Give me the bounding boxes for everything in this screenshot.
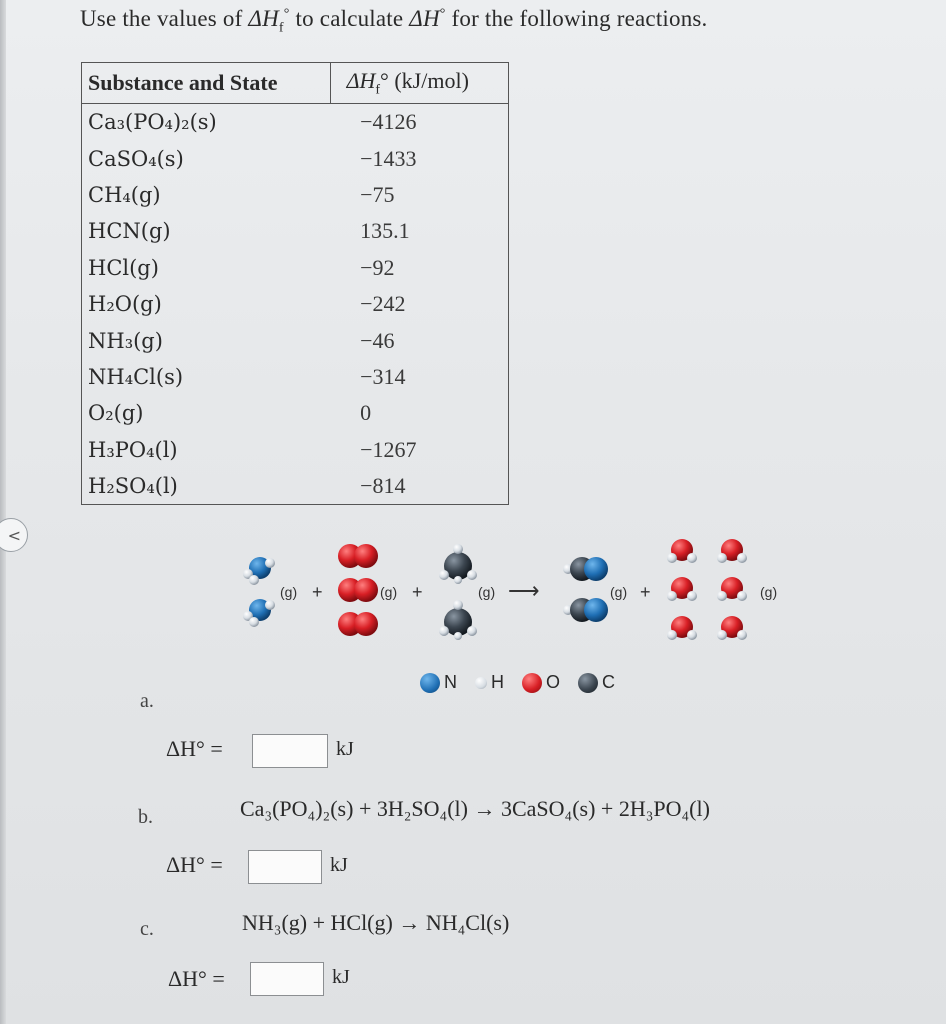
plus-sign-3: + (640, 582, 651, 602)
side-collapse-tab[interactable] (0, 518, 28, 552)
prompt-degree-2: ° (439, 6, 446, 22)
value-cell: −1267 (360, 436, 417, 462)
methane-molecule-2 (439, 600, 477, 640)
oxygen-atom-icon (522, 673, 542, 693)
state-label-4: (g) (610, 584, 628, 600)
value-cell: −4126 (360, 109, 417, 135)
table-row (82, 140, 509, 176)
table-row (82, 322, 509, 358)
legend-item-oxygen (522, 672, 560, 693)
table-row (82, 395, 509, 431)
col-header-enthalpy (330, 63, 508, 104)
oxygen-molecule-3 (338, 612, 378, 636)
legend-label: C (602, 672, 616, 692)
part-a-dh-label: ΔH° = (166, 736, 223, 761)
prompt-symbol: ΔH (409, 6, 440, 31)
legend-item-carbon (578, 672, 615, 693)
molecule-reaction-diagram (230, 538, 790, 644)
col-header-unit: ° (kJ/mol) (380, 67, 469, 93)
state-label-2: (g) (380, 584, 398, 600)
part-a-answer-input[interactable] (252, 734, 328, 768)
part-a-label: a. (140, 690, 154, 712)
table-row (82, 286, 509, 322)
part-b-equation: Ca₃(PO₄)₂(s) + 3H₂SO₄(l) → 3CaSO₄(s) + 2H₃PO₄(l) (240, 796, 710, 821)
prompt-suffix: for the following reactions. (445, 6, 708, 31)
substance-cell: CaSO₄(s) (88, 146, 184, 171)
nitrogen-atom-icon (420, 673, 440, 693)
prompt-prefix: Use the values of (80, 6, 249, 31)
value-cell: −242 (360, 291, 406, 317)
plus-sign-1: + (312, 582, 323, 602)
substance-cell: HCl(g) (88, 255, 159, 280)
col-header-sub: f (375, 82, 381, 98)
carbon-atom-icon (578, 673, 598, 693)
substance-cell: H₂O(g) (88, 292, 162, 317)
table-row (82, 250, 509, 286)
legend-item-nitrogen (420, 672, 457, 693)
legend-label: H (491, 672, 504, 692)
col-header-substance: Substance and State (82, 63, 331, 104)
chevron-left-icon: < (7, 525, 21, 545)
table-row (82, 432, 509, 468)
value-cell: −1433 (360, 145, 417, 171)
substance-cell: H₃PO₄(l) (88, 437, 178, 462)
prompt-degree: ° (283, 6, 290, 22)
substance-cell: CH₄(g) (88, 182, 161, 207)
part-b-dh-label: ΔH° = (166, 852, 223, 877)
part-c-unit: kJ (332, 966, 350, 988)
hcn-molecule-1 (563, 557, 608, 581)
prompt-sub-f: f (278, 20, 284, 36)
value-cell: −46 (360, 327, 395, 353)
part-c-answer-input[interactable] (250, 962, 324, 996)
oxygen-molecule-2 (338, 578, 378, 602)
legend-item-hydrogen (475, 672, 504, 693)
part-b-answer-input[interactable] (248, 850, 322, 884)
state-label-1: (g) (280, 584, 298, 600)
methane-molecule-1 (439, 544, 477, 584)
question-prompt (80, 6, 708, 37)
ammonia-molecule-2 (243, 599, 275, 627)
state-label-5: (g) (760, 584, 778, 600)
atom-legend (420, 672, 625, 693)
part-c-equation: NH₃(g) + HCl(g) → NH₄Cl(s) (242, 910, 510, 935)
table-row (82, 177, 509, 213)
substance-cell: NH₃(g) (88, 328, 163, 353)
plus-sign-2: + (412, 582, 423, 602)
value-cell: −92 (360, 254, 395, 280)
part-c-dh-label: ΔH° = (168, 966, 225, 991)
ammonia-molecule-1 (243, 557, 275, 585)
substance-cell: O₂(g) (88, 401, 144, 426)
substance-cell: H₂SO₄(l) (88, 474, 178, 499)
part-a-unit: kJ (336, 738, 354, 760)
reaction-arrow: ⟶ (508, 578, 540, 603)
prompt-middle: to calculate (289, 6, 410, 31)
part-b-unit: kJ (330, 854, 348, 876)
table-row (82, 359, 509, 395)
prompt-symbol-f: ΔH (248, 6, 279, 31)
table-row (82, 213, 509, 249)
value-cell: −314 (360, 363, 406, 389)
value-cell: −75 (360, 181, 395, 207)
oxygen-molecule-1 (338, 544, 378, 568)
value-cell: 0 (360, 400, 372, 426)
col-header-symbol: ΔH (346, 67, 376, 93)
value-cell: −814 (360, 473, 406, 499)
state-label-3: (g) (478, 584, 496, 600)
part-c-label: c. (140, 918, 154, 940)
hydrogen-atom-icon (475, 677, 487, 689)
value-cell: 135.1 (360, 218, 410, 244)
table-row (82, 104, 509, 141)
substance-cell: NH₄Cl(s) (88, 364, 184, 389)
substance-cell: Ca₃(PO₄)₂(s) (88, 110, 217, 135)
page-left-edge (0, 0, 6, 1024)
legend-label: N (444, 672, 457, 692)
water-molecules (667, 539, 747, 640)
legend-label: O (546, 672, 561, 692)
substance-cell: HCN(g) (88, 219, 171, 244)
part-b-label: b. (138, 806, 153, 828)
table-row (82, 468, 509, 505)
enthalpy-table (81, 62, 509, 505)
hcn-molecule-2 (563, 598, 608, 622)
